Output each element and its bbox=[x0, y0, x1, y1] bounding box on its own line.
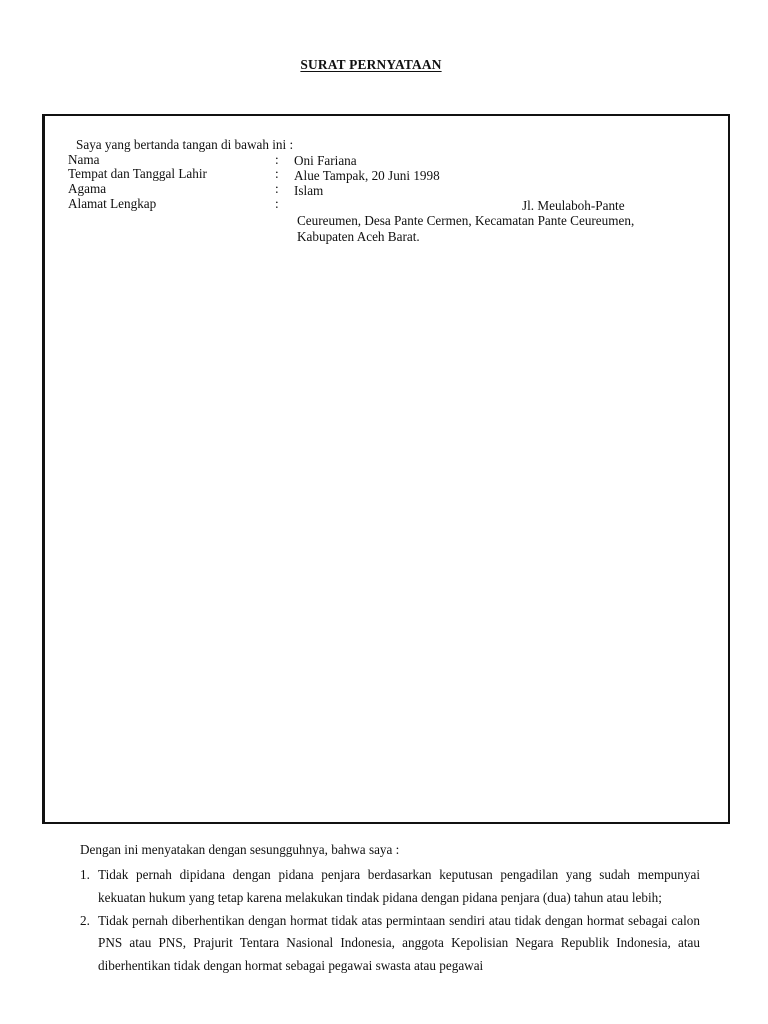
list-item-number: 2. bbox=[80, 912, 90, 928]
statement-list bbox=[80, 864, 700, 978]
list-item bbox=[80, 864, 700, 909]
field-label-ttl: Tempat dan Tanggal Lahir bbox=[68, 166, 207, 181]
field-label-nama: Nama bbox=[68, 152, 100, 167]
field-colon-nama: : bbox=[275, 152, 279, 167]
list-item-text: Tidak pernah diberhentikan dengan hormat tidak atas permintaan sendiri atau tidak dengan hormat sebagai calon PNS atau PNS, Prajurit Tentara Nasional Indonesia, anggota Kepolisian Negara Republik Indonesia, atau diberhentikan tidak dengan hormat sebagai pegawai swasta atau pegawai bbox=[98, 912, 700, 973]
field-colon-ttl: : bbox=[275, 166, 279, 181]
intro-text: Saya yang bertanda tangan di bawah ini : bbox=[76, 137, 294, 152]
field-colon-agama: : bbox=[275, 181, 279, 196]
field-label-alamat: Alamat Lengkap bbox=[68, 196, 157, 211]
field-value-ttl: Alue Tampak, 20 Juni 1998 bbox=[294, 168, 440, 183]
address-line-3: Kabupaten Aceh Barat. bbox=[297, 229, 420, 244]
address-line-2: Ceureumen, Desa Pante Cermen, Kecamatan Pante Ceureumen, bbox=[297, 213, 635, 228]
field-label-agama: Agama bbox=[68, 181, 107, 196]
field-value-nama: Oni Fariana bbox=[294, 153, 357, 168]
list-item-text: Tidak pernah dipidana dengan pidana penjara berdasarkan keputusan pengadilan yang sudah mempunyai kekuatan hukum yang tetap karena melakukan tindak pidana dengan pidana penjara (dua) tahun atau lebih; bbox=[98, 867, 700, 905]
field-colon-alamat: : bbox=[275, 196, 279, 211]
document-title: SURAT PERNYATAAN bbox=[300, 57, 442, 72]
list-item bbox=[80, 910, 700, 978]
list-item-number: 1. bbox=[80, 867, 90, 882]
address-line-1: Jl. Meulaboh-Pante bbox=[522, 198, 625, 213]
field-value-agama: Islam bbox=[294, 183, 324, 198]
statement-intro: Dengan ini menyatakan dengan sesungguhnya, bahwa saya : bbox=[80, 842, 400, 857]
